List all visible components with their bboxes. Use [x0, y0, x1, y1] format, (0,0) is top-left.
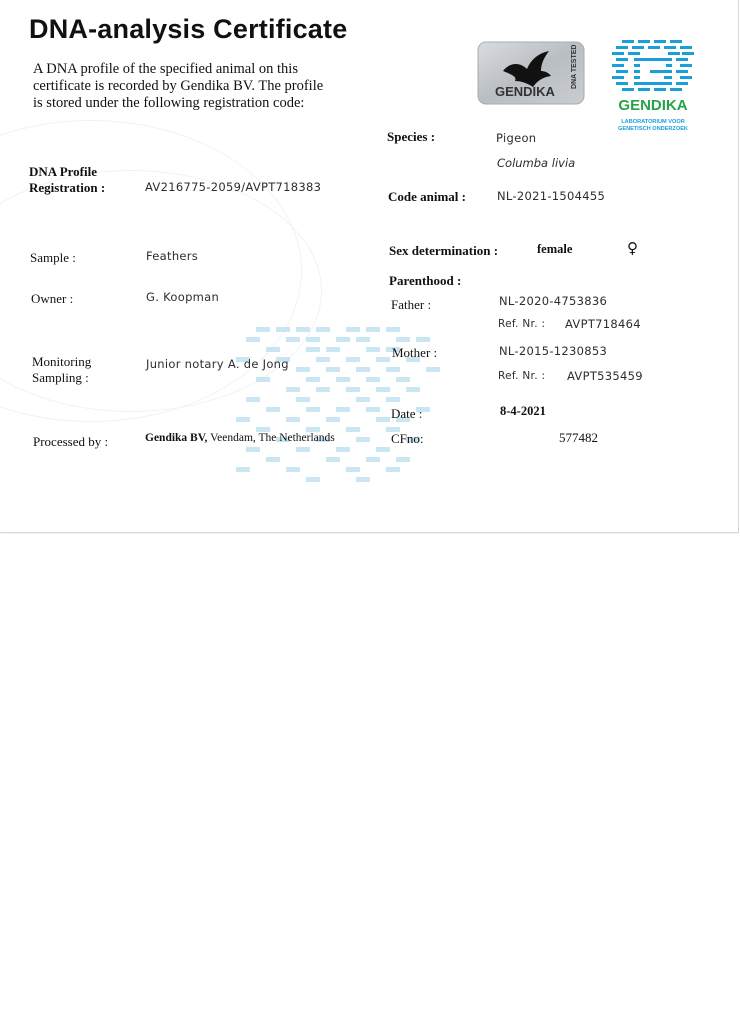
father-label: Father : — [391, 297, 432, 312]
cfno-value: 577482 — [559, 430, 598, 445]
logo-name: GENDIKA — [618, 97, 688, 114]
logo-tagline-2: GENETISCH ONDERZOEK — [618, 126, 688, 132]
processed-location: Veendam, The Netherlands — [210, 432, 335, 444]
date-value: 8-4-2021 — [500, 404, 546, 418]
sex-value: female — [537, 242, 573, 256]
owner-value: G. Koopman — [146, 290, 220, 304]
sample-value: Feathers — [146, 249, 199, 263]
monitoring-label-line1: Monitoring — [32, 354, 92, 369]
species-value: Pigeon — [496, 131, 537, 145]
mother-value: NL-2015-1230853 — [499, 344, 608, 358]
code-animal-value: NL-2021-1504455 — [497, 189, 606, 203]
code-animal-label: Code animal : — [388, 189, 466, 204]
registration-value: AV216775-2059/AVPT718383 — [145, 180, 322, 194]
species-latin: Columba livia — [497, 156, 576, 170]
gendika-logo — [610, 38, 696, 136]
species-label: Species : — [387, 129, 436, 144]
monitoring-label-line2: Sampling : — [32, 370, 89, 385]
parenthood-label: Parenthood : — [389, 273, 462, 288]
father-ref-label: Ref. Nr. : — [498, 318, 546, 330]
dna-tested-seal — [477, 41, 585, 105]
monitoring-value: Junior notary A. de Jong — [146, 357, 289, 371]
processed-label: Processed by : — [33, 434, 109, 449]
registration-label-line1: DNA Profile — [29, 164, 97, 179]
cfno-label: CFno: — [391, 431, 424, 446]
processed-value — [145, 432, 335, 444]
owner-label: Owner : — [31, 291, 74, 306]
mother-ref-label: Ref. Nr. : — [498, 370, 546, 382]
seal-side-text: DNA TESTED — [571, 44, 578, 89]
father-ref-value: AVPT718464 — [565, 317, 641, 331]
sample-label: Sample : — [30, 250, 76, 265]
intro-text: A DNA profile of the specified animal on this certificate is recorded by Gendika BV. The profile is stored under the following registration code: — [33, 61, 324, 111]
seal-brand-text: GENDIKA — [495, 84, 555, 99]
mother-label: Mother : — [392, 345, 438, 360]
processed-company: Gendika BV, — [145, 432, 208, 444]
registration-label-line2: Registration : — [29, 180, 106, 195]
female-symbol-icon: ♀ — [627, 239, 638, 257]
mother-ref-value: AVPT535459 — [567, 369, 643, 383]
logo-tagline-1: LABORATORIUM VOOR — [621, 119, 685, 125]
father-value: NL-2020-4753836 — [499, 294, 608, 308]
sex-determination-label: Sex determination : — [389, 243, 499, 258]
page-title: DNA-analysis Certificate — [29, 14, 348, 44]
date-label: Date : — [391, 406, 423, 421]
